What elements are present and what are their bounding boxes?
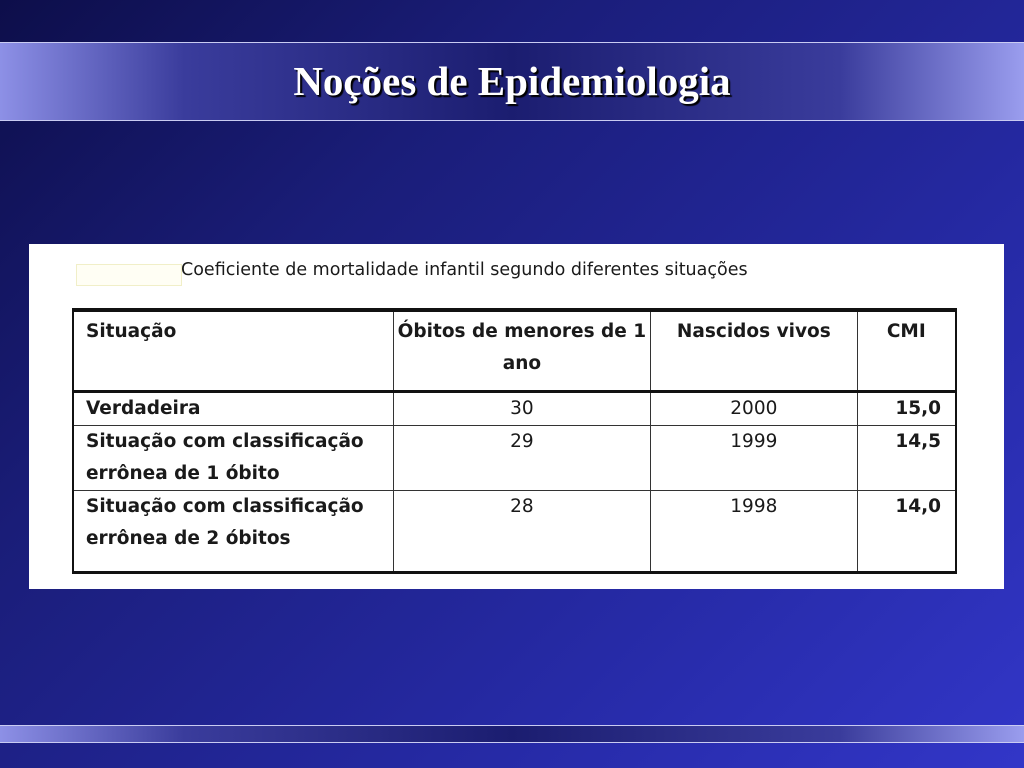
- table-row: [73, 491, 956, 573]
- header-obitos: Óbitos de menores de 1 ano: [393, 310, 650, 392]
- cell-nascidos: 1999: [651, 426, 858, 491]
- cell-obitos: 28: [393, 491, 650, 573]
- table-row: [73, 392, 956, 426]
- cell-cmi: 14,5: [857, 426, 956, 491]
- header-nascidos-vivos: Nascidos vivos: [651, 310, 858, 392]
- mortality-table: [72, 308, 957, 574]
- header-situacao: Situação: [73, 310, 393, 392]
- cell-situacao: Situação com classificação errônea de 1 óbito: [73, 426, 393, 491]
- table-caption: Coeficiente de mortalidade infantil segundo diferentes situações: [181, 260, 748, 280]
- title-bar: [0, 42, 1024, 121]
- cell-nascidos: 2000: [651, 392, 858, 426]
- caption-highlight-box: [76, 264, 182, 286]
- slide-title: Noções de Epidemiologia: [293, 57, 731, 104]
- bottom-bar: [0, 725, 1024, 743]
- cell-nascidos: 1998: [651, 491, 858, 573]
- header-cmi: CMI: [857, 310, 956, 392]
- cell-obitos: 30: [393, 392, 650, 426]
- cell-situacao: Verdadeira: [73, 392, 393, 426]
- cell-obitos: 29: [393, 426, 650, 491]
- table-row: [73, 426, 956, 491]
- table-header-row: [73, 310, 956, 392]
- cell-cmi: 14,0: [857, 491, 956, 573]
- cell-situacao: Situação com classificação errônea de 2 óbitos: [73, 491, 393, 573]
- cell-cmi: 15,0: [857, 392, 956, 426]
- table-panel: [29, 244, 1004, 589]
